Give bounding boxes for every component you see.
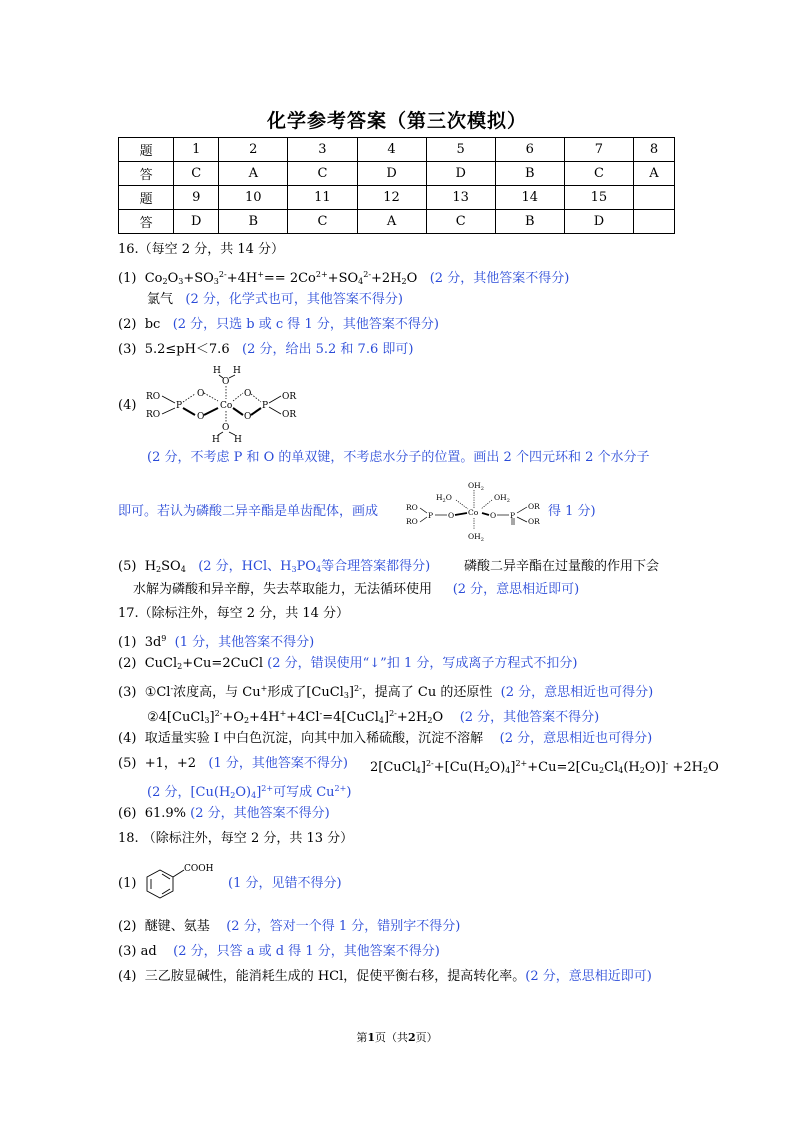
item-number: (2) — [118, 656, 137, 671]
atom-label: O — [244, 412, 252, 422]
atom-label: OR — [282, 392, 297, 402]
atom-label: $OH_2$ — [468, 532, 484, 542]
table-cell: C — [564, 162, 633, 186]
item-number: (1) — [118, 635, 137, 650]
answer-text: $H_2SO_4$ — [144, 559, 186, 574]
table-cell: A — [219, 162, 288, 186]
atom-label: O — [222, 423, 230, 433]
atom-label: H — [234, 435, 242, 444]
table-cell: 答 — [119, 162, 174, 186]
item-number: (1) — [118, 876, 137, 891]
table-cell: 12 — [357, 186, 426, 210]
item-number: (1) — [118, 271, 137, 286]
atom-label: O — [222, 377, 230, 387]
table-cell: 11 — [288, 186, 357, 210]
atom-label: RO — [146, 392, 161, 402]
q18-a2 — [118, 918, 460, 936]
answer-table — [118, 137, 675, 234]
table-cell — [634, 186, 675, 210]
item-number: (5) — [118, 559, 137, 574]
table-cell: 10 — [219, 186, 288, 210]
atom-label: O — [448, 511, 455, 520]
scoring-note: (2 分，错误使用“↓”扣 1 分，写成离子方程式不扣分) — [267, 656, 578, 671]
item-number: (6) — [118, 806, 137, 821]
table-cell: 2 — [219, 138, 288, 162]
scoring-note: (1 分，见错不得分) — [228, 876, 342, 891]
q17-a5 — [118, 755, 348, 773]
atom-label: OR — [528, 517, 540, 526]
q17-a3b — [147, 705, 599, 730]
table-cell: 14 — [495, 186, 564, 210]
table-cell: C — [426, 210, 495, 234]
table-cell: B — [219, 210, 288, 234]
table-cell: 答 — [119, 210, 174, 234]
atom-label: RO — [406, 517, 418, 526]
atom-label: O — [197, 389, 205, 399]
table-cell: 3 — [288, 138, 357, 162]
atom-label: Co — [220, 401, 233, 411]
atom-label: $H_2O$ — [436, 493, 452, 504]
scoring-note: (2 分，不考虑 P 和 O 的单双键，不考虑水分子的位置。画出 2 个四元环和 2 个水分子 — [147, 450, 650, 465]
atom-label: O — [197, 412, 205, 422]
table-cell — [634, 210, 675, 234]
scoring-note: (2 分，答对一个得 1 分，错别字不得分) — [226, 919, 461, 934]
table-cell: D — [426, 162, 495, 186]
answer-text: 氯气 — [147, 292, 174, 307]
table-cell: 9 — [174, 186, 219, 210]
item-number: (2) — [118, 919, 137, 934]
table-cell: 8 — [634, 138, 675, 162]
equation: $Co_2O_3+SO_3^{2-}+4H^+== 2Co^{2+}+SO_4^{2-}+2H_2O$ — [144, 270, 418, 286]
atom-label: O — [490, 511, 497, 520]
table-cell: D — [174, 210, 219, 234]
benzoic-acid-structure — [140, 860, 220, 904]
table-cell: 15 — [564, 186, 633, 210]
atom-label: P — [262, 401, 269, 411]
table-cell: 题 — [119, 138, 174, 162]
answer-text: 取适量实验 I 中白色沉淀，向其中加入稀硫酸，沉淀不溶解 — [144, 731, 484, 746]
atom-label: COOH — [184, 864, 214, 874]
item-number: (3) — [118, 342, 137, 357]
answer-text: 5.2≤pH＜7.6 — [144, 342, 230, 357]
q18-a3 — [118, 943, 440, 961]
equation: $②4[CuCl_3]^{2-}+O_2+4H^++4Cl^-=4[CuCl_4]^{2-}+2H_2O$ — [147, 709, 444, 725]
table-cell: C — [288, 162, 357, 186]
monodentate-structure — [398, 478, 548, 542]
page-footer: 第1页（共2页） — [356, 1031, 438, 1044]
item-number: (4) — [118, 969, 137, 984]
answer-text: 水解为磷酸和异辛醇，失去萃取能力，无法循环使用 — [133, 582, 433, 597]
atom-label: RO — [406, 503, 418, 512]
atom-label: $OH_2$ — [494, 493, 510, 504]
atom-label: P — [176, 401, 183, 411]
q17-a2 — [118, 655, 577, 676]
q16-a2 — [118, 316, 439, 334]
atom-label: H — [212, 435, 220, 444]
q18-a4 — [118, 968, 652, 986]
q16-a1b — [147, 291, 403, 309]
answer-text: 三乙胺显碱性，能消耗生成的 HCl，促使平衡右移，提高转化率。 — [144, 969, 526, 984]
table-cell: 6 — [495, 138, 564, 162]
scoring-note: (2 分，其他答案不得分) — [429, 271, 570, 286]
atom-label: P — [428, 511, 434, 520]
table-row — [119, 210, 675, 234]
q17-a6 — [118, 805, 330, 823]
scoring-note: (2 分，其他答案不得分) — [459, 710, 600, 725]
atom-label: H — [213, 366, 221, 376]
atom-label: OR — [282, 410, 297, 420]
answer-text: $3d^9$ — [144, 634, 167, 650]
scoring-note: (2 分，只选 b 或 c 得 1 分，其他答案不得分) — [172, 317, 439, 332]
scoring-note: 得 1 分) — [548, 504, 596, 519]
scoring-note: (2 分，给出 5.2 和 7.6 即可) — [242, 342, 414, 357]
answer-text: ad — [140, 944, 157, 959]
atom-label: P — [510, 511, 516, 520]
table-cell: B — [495, 162, 564, 186]
cobalt-complex-structure — [140, 364, 310, 444]
q16-a5-cont — [133, 581, 579, 599]
page-title: 化学参考答案（第三次模拟） — [266, 110, 527, 132]
page-number: 1 — [367, 1031, 375, 1044]
table-cell: 13 — [426, 186, 495, 210]
atom-label: H — [233, 366, 241, 376]
atom-label: $OH_2$ — [468, 481, 484, 492]
table-row — [119, 162, 675, 186]
table-cell: A — [357, 210, 426, 234]
scoring-note: (2 分，只答 a 或 d 得 1 分，其他答案不得分) — [173, 944, 440, 959]
answer-text: bc — [144, 317, 161, 332]
atom-label: OR — [528, 502, 540, 511]
table-cell: A — [634, 162, 675, 186]
table-cell: D — [357, 162, 426, 186]
table-cell: D — [564, 210, 633, 234]
atom-label: Co — [468, 508, 479, 517]
table-cell: 7 — [564, 138, 633, 162]
q16-a1 — [118, 266, 569, 291]
item-number: (3) — [118, 685, 137, 700]
q16-a5 — [118, 558, 430, 579]
table-cell: C — [174, 162, 219, 186]
table-row — [119, 186, 675, 210]
scoring-note: (2 分，意思相近即可) — [452, 582, 580, 597]
equation: CuCl$_2$+Cu=2CuCl — [144, 656, 264, 671]
scoring-note: (1 分，其他答案不得分) — [174, 635, 315, 650]
atom-label: RO — [146, 410, 161, 420]
answer-text: 磷酸二异辛酯在过量酸的作用下会 — [464, 559, 660, 574]
table-cell: C — [288, 210, 357, 234]
answer-text: ①Cl-浓度高，与 Cu+形成了[CuCl$_3$]$^{2-}$，提高了 Cu 的还原性 — [144, 684, 493, 700]
item-number: (3) — [118, 944, 137, 959]
item-number: (4) — [118, 398, 137, 413]
scoring-note: (2 分，$[Cu(H_2O)_4]^{2+}$可写成 $Cu^{2+}$) — [147, 784, 352, 800]
scoring-note: (2 分，意思相近也可得分) — [499, 731, 653, 746]
scoring-note: (1 分，其他答案不得分) — [208, 756, 348, 771]
table-cell: 题 — [119, 186, 174, 210]
scoring-note: (2 分，意思相近即可) — [525, 969, 652, 984]
q18-header: 18. （除标注外，每空 2 分，共 13 分） — [118, 831, 354, 846]
q17-a3a — [118, 680, 653, 705]
table-cell: 4 — [357, 138, 426, 162]
scoring-note: (2 分，化学式也可，其他答案不得分) — [185, 292, 403, 307]
q16-header: 16.（每空 2 分，共 14 分） — [118, 242, 285, 257]
table-row — [119, 138, 675, 162]
item-number: (5) — [118, 756, 137, 771]
item-number: (2) — [118, 317, 137, 332]
scoring-note: (2 分，意思相近也可得分) — [500, 685, 654, 700]
answer-text: 61.9% — [144, 806, 186, 821]
table-cell: 1 — [174, 138, 219, 162]
q17-a1 — [118, 630, 314, 652]
answer-text: 醚键、氨基 — [144, 919, 210, 934]
item-number: (4) — [118, 731, 137, 746]
q16-a4-note-line — [118, 503, 378, 521]
scoring-note: (2 分，HCl、$H_3PO_4$等合理答案都得分) — [198, 559, 431, 574]
answer-text: +1，+2 — [144, 756, 197, 771]
q17-a4 — [118, 730, 652, 748]
q16-a3 — [118, 341, 413, 359]
page-total: 2 — [408, 1031, 416, 1044]
q17-header: 17.（除标注外，每空 2 分，共 14 分） — [118, 606, 350, 621]
table-cell: B — [495, 210, 564, 234]
scoring-note: (2 分，其他答案不得分) — [190, 806, 330, 821]
equation: $2[CuCl_4]^{2-}+[Cu(H_2O)_4]^{2+}+Cu=2[Cu_2Cl_4(H_2O)]^- +2H_2O$ — [370, 759, 719, 775]
atom-label: O — [244, 389, 252, 399]
table-cell: 5 — [426, 138, 495, 162]
scoring-note: 即可。若认为磷酸二异辛酯是单齿配体，画成 — [118, 504, 379, 519]
